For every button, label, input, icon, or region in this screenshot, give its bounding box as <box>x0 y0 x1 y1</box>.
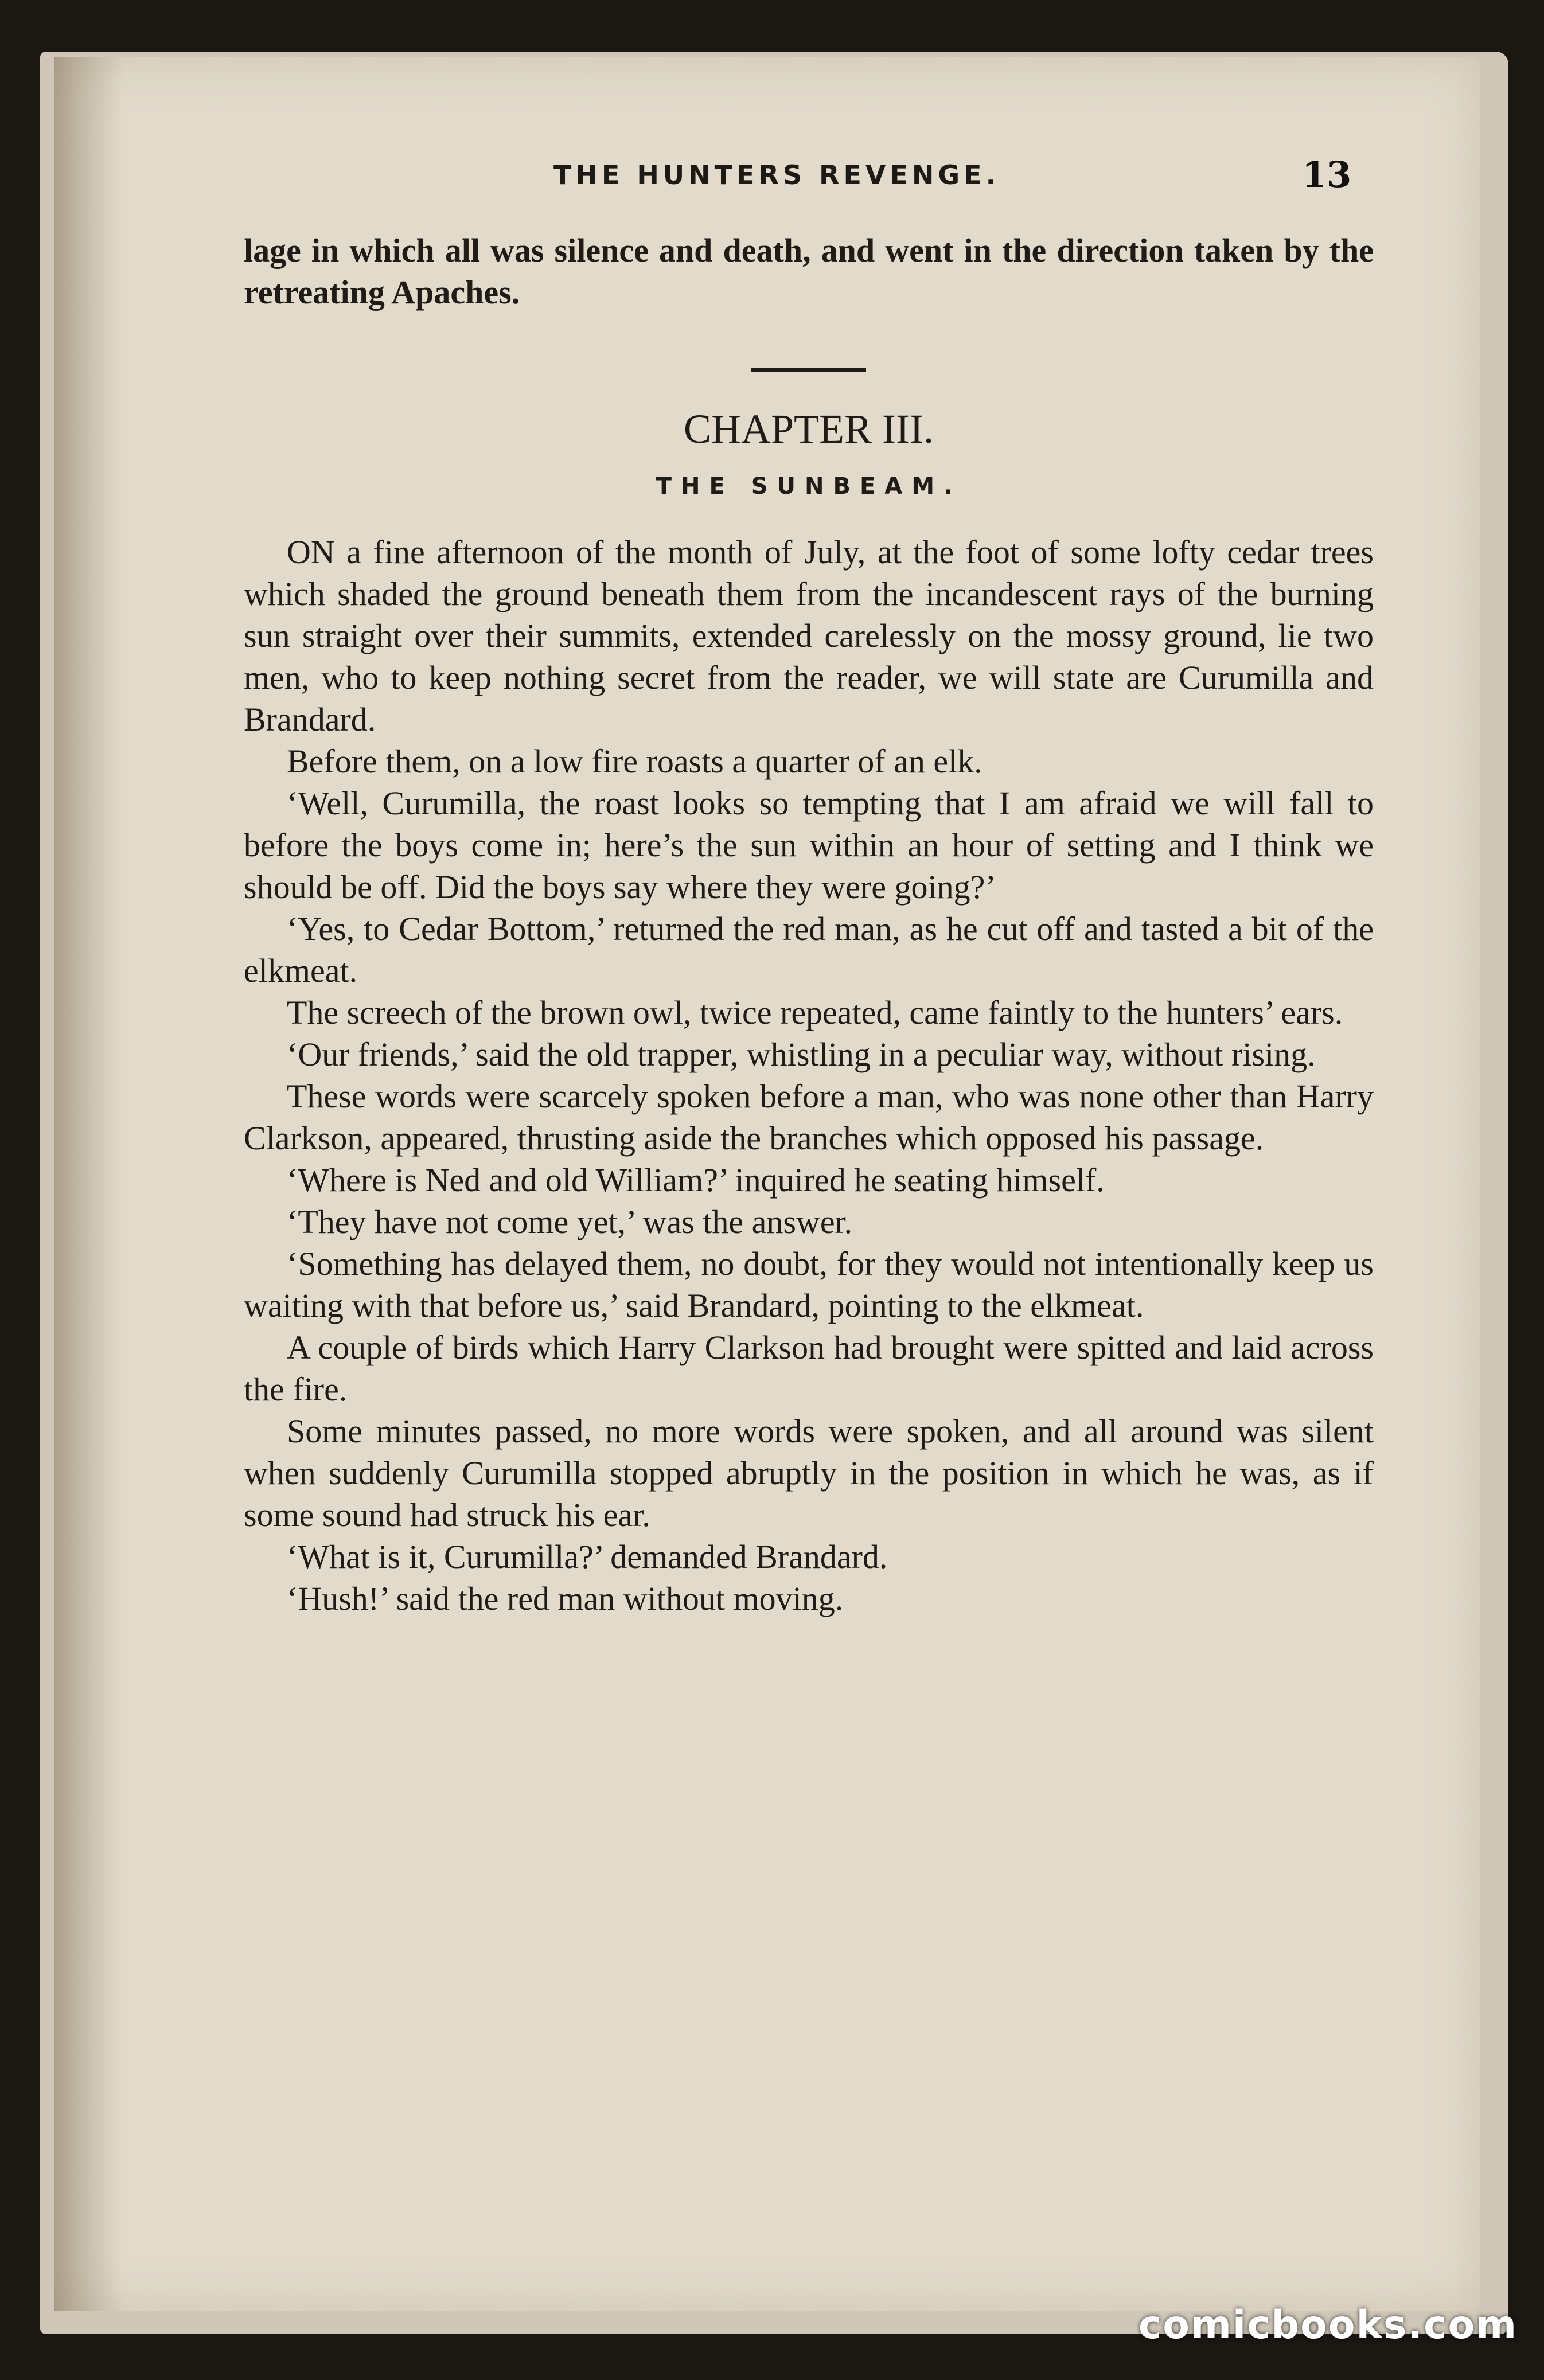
chapter-subtitle: THE SUNBEAM. <box>656 473 962 500</box>
site-watermark: comicbooks.com <box>1138 2303 1518 2348</box>
paragraph: ‘Our friends,’ said the old trapper, whistling in a peculiar way, without rising. <box>287 1036 1316 1073</box>
chapter-title: CHAPTER III. <box>684 406 934 452</box>
paragraph: ‘Where is Ned and old William?’ inquired he seating himself. <box>287 1161 1105 1199</box>
paragraph: ‘What is it, Curumilla?’ demanded Brandard. <box>287 1538 888 1575</box>
paragraph: ‘Hush!’ said the red man without moving. <box>287 1580 844 1617</box>
paragraph: Before them, on a low fire roasts a quarter of an elk. <box>287 743 982 780</box>
body-text <box>244 229 1374 1620</box>
opening-paragraph: lage in which all was silence and death, and went in the direction taken by the retreating Apaches. <box>244 232 1374 311</box>
page-number: 13 <box>1302 154 1352 196</box>
paragraph: A couple of birds which Harry Clarkson had brought were spitted and laid across the fire. <box>244 1329 1374 1408</box>
paragraph: The screech of the brown owl, twice repeated, came faintly to the hunters’ ears. <box>287 994 1343 1031</box>
paragraph: Some minutes passed, no more words were spoken, and all around was silent when suddenly Curumilla stopped abruptly in the position in which he was, as if some sound had struck his ear. <box>244 1413 1374 1534</box>
section-rule <box>751 368 866 372</box>
book-page <box>54 57 1480 2311</box>
page-gutter-shadow <box>54 57 123 2311</box>
paragraph: ‘Something has delayed them, no doubt, for they would not intentionally keep us waiting with that before us,’ said Brandard, pointing to the elkmeat. <box>244 1245 1374 1324</box>
paragraph: ‘Well, Curumilla, the roast looks so tempting that I am afraid we will fall to before the boys come in; here’s the sun within an hour of setting and I think we should be off. Did the boys say where they were going?’ <box>244 785 1374 906</box>
paragraph: ON a fine afternoon of the month of July, at the foot of some lofty cedar trees which shaded the ground beneath them from the incandescent rays of the burning sun straight over their summits, extended carelessly on the mossy ground, lie two men, who to keep nothing secret from the reader, we will state are Curumilla and Brandard. <box>244 533 1374 738</box>
paragraph: ‘They have not come yet,’ was the answer. <box>287 1203 853 1240</box>
paragraph: These words were scarcely spoken before a man, who was none other than Harry Clarkson, appeared, thrusting aside the branches which opposed his passage. <box>244 1078 1374 1157</box>
paragraph: ‘Yes, to Cedar Bottom,’ returned the red man, as he cut off and tasted a bit of the elkmeat. <box>244 910 1374 989</box>
running-header <box>54 149 1480 201</box>
running-title: THE HUNTERS REVENGE. <box>553 159 1000 190</box>
